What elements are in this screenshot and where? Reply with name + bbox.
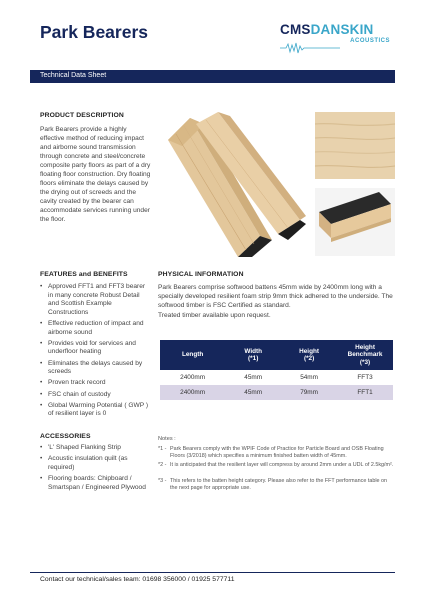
note-3	[158, 478, 394, 491]
logo-name-part1: CMS	[280, 22, 311, 37]
table-cell: 2400mm	[160, 370, 225, 385]
table-cell: 45mm	[225, 385, 281, 400]
note-text: It is anticipated that the resilient layer will compress by around 2mm under a UDL of 2.5kg/m².	[170, 462, 394, 468]
product-description-text: Park Bearers provide a highly effective method of reducing impact and airborne sound transmission through concrete and steel/concrete composite party floors as part of a dry floating floor construction. Dry floating floors eliminate the delays caused by the drying out of screeds and the cavity created by the bearer can accommodate services running under the floor.	[40, 126, 151, 223]
column-header-width: Width (*1)	[225, 340, 281, 370]
page-title: Park Bearers	[40, 22, 148, 42]
list-item: • Flooring boards: Chipboard / Smartspan / Engineered Plywood	[40, 475, 152, 492]
specification-table	[160, 340, 393, 400]
list-item: • 'L' Shaped Flanking Strip	[40, 444, 152, 453]
product-description-heading: PRODUCT DESCRIPTION	[40, 112, 124, 119]
column-header-length: Length	[160, 340, 225, 370]
logo-name-part2: DANSKIN	[310, 22, 374, 37]
list-item: • Provides void for services and underfloor heating	[40, 340, 152, 357]
column-header-height: Height (*2)	[281, 340, 337, 370]
bearer-closeup-image	[315, 112, 395, 179]
company-logo	[280, 22, 390, 52]
features-list	[40, 283, 152, 421]
footer-divider	[30, 572, 395, 573]
note-text: This refers to the batten height category. Please also refer to the FFT performance table on the next page for appropriate use.	[170, 478, 388, 491]
physical-information-text: Park Bearers comprise softwood battens 45mm wide by 2400mm long with a specially developed resilient foam strip 9mm thick adhered to the underside. The softwood timber is FSC Certified as standard.	[158, 284, 393, 309]
list-item: • Approved FFT1 and FFT3 bearer in many concrete Robust Detail and Scottish Example Constructions	[40, 283, 152, 317]
table-cell: FFT3	[337, 370, 393, 385]
treated-timber-text: Treated timber available upon request.	[158, 312, 271, 319]
table-cell: 79mm	[281, 385, 337, 400]
note-text: Park Bearers comply with the WPIF Code of Practice for Particle Board and OSB Floating Floors (3/2018) which specifies a minimum finished batten width of 45mm.	[170, 446, 384, 459]
accessories-list	[40, 444, 152, 495]
logo-subtitle: ACOUSTICS	[350, 38, 390, 44]
banner-text: Technical Data Sheet	[40, 71, 107, 79]
note-marker: *3 -	[158, 478, 167, 484]
logo-wordmark	[280, 22, 390, 37]
column-header-height-benchmark: Height Benchmark (*3)	[337, 340, 393, 370]
table-row	[160, 385, 393, 400]
list-item: • FSC chain of custody	[40, 391, 152, 400]
physical-information-heading: PHYSICAL INFORMATION	[158, 271, 244, 278]
table-cell: 2400mm	[160, 385, 225, 400]
list-item: • Global Warming Potential ( GWP ) of resilient layer is 0	[40, 402, 152, 419]
note-2	[158, 462, 394, 469]
accessories-heading: ACCESSORIES	[40, 433, 91, 440]
list-item: • Eliminates the delays caused by screeds	[40, 360, 152, 377]
table-cell: 45mm	[225, 370, 281, 385]
section-banner	[30, 70, 395, 83]
footer-contact: Contact our technical/sales team: 01698 356000 / 01925 577711	[40, 576, 235, 583]
table-cell: FFT1	[337, 385, 393, 400]
notes-title: Notes :	[158, 436, 176, 442]
table-cell: 54mm	[281, 370, 337, 385]
table-row	[160, 370, 393, 385]
foam-strip-closeup-image	[315, 188, 395, 256]
list-item: • Effective reduction of impact and airborne sound	[40, 320, 152, 337]
list-item: • Proven track record	[40, 379, 152, 388]
note-marker: *1 -	[158, 446, 167, 452]
table-header-row	[160, 340, 393, 370]
sound-wave-icon	[280, 42, 340, 54]
park-bearer-battens-image	[160, 112, 306, 257]
note-marker: *2 -	[158, 462, 167, 468]
note-1	[158, 446, 394, 459]
features-heading: FEATURES and BENEFITS	[40, 271, 128, 278]
list-item: • Acoustic insulation quilt (as required)	[40, 455, 152, 472]
